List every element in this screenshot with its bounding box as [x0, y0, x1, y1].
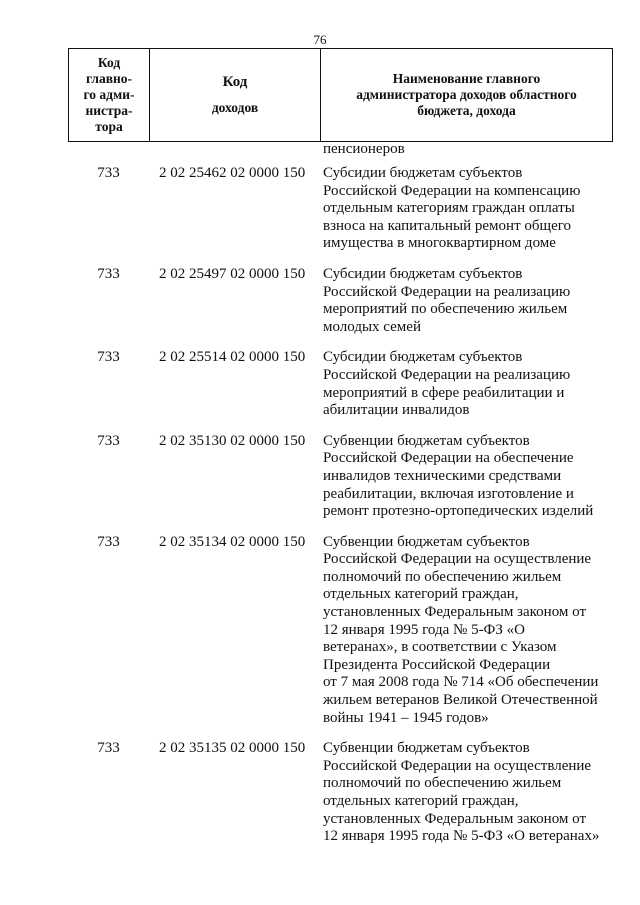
income-name-line: Российской Федерации на реализацию — [323, 366, 571, 383]
continuation-text: пенсионеров — [323, 141, 405, 157]
income-name-line: войны 1941 – 1945 годов» — [323, 709, 489, 726]
income-name-line: молодых семей — [323, 318, 421, 335]
header-name-line: Наименование главного — [392, 71, 541, 86]
income-name-line: имущества в многоквартирном доме — [323, 235, 556, 252]
income-code-cell: 2 02 35130 02 0000 150 — [159, 432, 306, 449]
admin-code-cell: 733 — [97, 349, 120, 366]
income-name-line: мероприятий в сфере реабилитации и — [323, 384, 565, 401]
income-name-line: 12 января 1995 года № 5-ФЗ «О — [323, 621, 526, 638]
income-name-cell — [323, 165, 612, 253]
header-name-line: бюджета, дохода — [417, 103, 516, 118]
income-name-line: от 7 мая 2008 года № 714 «Об обеспечении — [323, 674, 599, 691]
header-income-code-line2: доходов — [211, 100, 259, 115]
income-name-line: ремонт протезно-ортопедических изделий — [323, 503, 594, 520]
table-row — [68, 165, 612, 253]
income-name-line: установленных Федеральным законом от — [323, 604, 587, 621]
income-name-line: Российской Федерации на обеспечение — [323, 450, 574, 467]
income-name-line: полномочий по обеспечению жильем — [323, 568, 562, 585]
income-name-line: Президента Российской Федерации — [323, 656, 551, 673]
income-name-line: абилитации инвалидов — [323, 402, 470, 419]
income-name-line: Субвенции бюджетам субъектов — [323, 740, 530, 757]
income-name-cell — [323, 433, 612, 521]
income-name-line: Российской Федерации на реализацию — [323, 283, 571, 300]
income-code-cell: 2 02 35135 02 0000 150 — [159, 740, 306, 757]
income-name-line: установленных Федеральным законом от — [323, 810, 587, 827]
table-row — [68, 740, 612, 846]
income-name-line: Российской Федерации на осуществление — [323, 757, 592, 774]
header-admin-code: Код главно- го адми- нистра- тора — [69, 49, 150, 142]
income-name-line: жильем ветеранов Великой Отечественной — [323, 692, 598, 709]
income-name-cell — [323, 740, 612, 846]
income-name-line: 12 января 1995 года № 5-ФЗ «О ветеранах» — [323, 828, 600, 845]
header-income-code — [150, 49, 321, 142]
income-name-cell — [323, 349, 612, 419]
header-name — [321, 49, 613, 142]
income-name-line: реабилитации, включая изготовление и — [323, 485, 574, 502]
income-name-line: полномочий по обеспечению жильем — [323, 775, 562, 792]
header-income-code-line1: Код — [222, 74, 248, 90]
table-row — [68, 534, 612, 728]
table-header — [68, 48, 613, 142]
income-name-line: Субвенции бюджетам субъектов — [323, 533, 530, 550]
table-row — [68, 433, 612, 521]
table-row — [68, 266, 612, 336]
table-body — [68, 141, 612, 859]
income-name-line: отдельных категорий граждан, — [323, 793, 519, 809]
income-name-line: отдельных категорий граждан, — [323, 586, 519, 603]
income-name-cell — [323, 266, 612, 336]
income-code-cell: 2 02 25462 02 0000 150 — [159, 165, 306, 181]
income-name-line: Субсидии бюджетам субъектов — [323, 265, 523, 282]
income-name-cell — [323, 534, 612, 728]
income-code-cell: 2 02 25497 02 0000 150 — [159, 265, 306, 282]
header-name-line: администратора доходов областного — [356, 87, 577, 102]
income-name-line: взноса на капитальный ремонт общего — [323, 217, 572, 234]
table-row — [68, 349, 612, 419]
income-name-line: ветеранах», в соответствии с Указом — [323, 639, 557, 656]
admin-code-cell: 733 — [97, 533, 120, 550]
income-code-cell: 2 02 25514 02 0000 150 — [159, 349, 306, 366]
table-rows — [68, 165, 612, 846]
admin-code-cell: 733 — [97, 740, 120, 757]
income-code-cell: 2 02 35134 02 0000 150 — [159, 533, 306, 550]
income-name-line: Субвенции бюджетам субъектов — [323, 432, 530, 449]
admin-code-cell: 733 — [97, 265, 120, 282]
income-name-line: мероприятий по обеспечению жильем — [323, 301, 568, 318]
income-name-line: Субсидии бюджетам субъектов — [323, 349, 523, 366]
page-number: 76 — [313, 32, 327, 47]
admin-code-cell: 733 — [97, 432, 120, 449]
income-name-line: отдельным категориям граждан оплаты — [323, 200, 575, 217]
income-name-line: Субсидии бюджетам субъектов — [323, 165, 523, 181]
income-name-line: инвалидов техническими средствами — [323, 467, 562, 484]
income-name-line: Российской Федерации на осуществление — [323, 551, 592, 568]
income-name-line: Российской Федерации на компенсацию — [323, 182, 581, 199]
admin-code-cell: 733 — [97, 165, 120, 181]
